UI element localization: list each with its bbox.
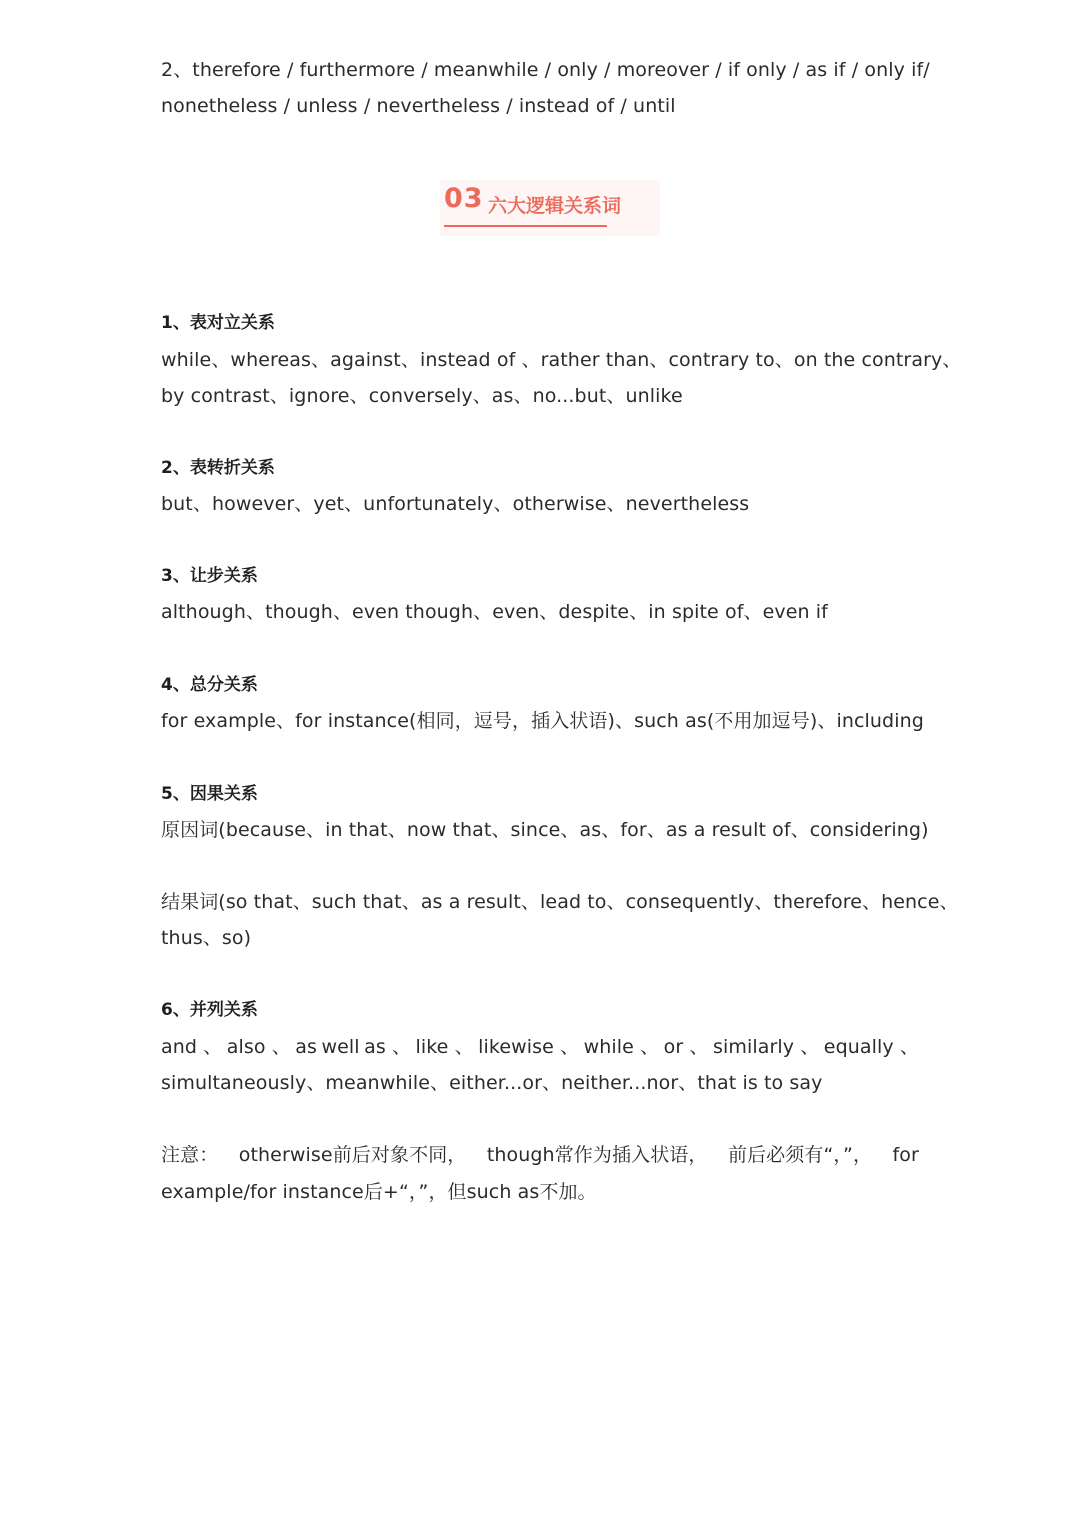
- group-contrast-line-2: by contrast、ignore、conversely、as、no...but、unlike: [161, 385, 683, 407]
- word: well: [321, 1036, 360, 1058]
- intro-line-1: 2、therefore / furthermore / meanwhile / only / moreover / if only / as if / only if/: [161, 59, 930, 81]
- intro-line-2: nonetheless / unless / nevertheless / instead of / until: [161, 95, 676, 117]
- group-heading-cause-effect: 5、因果关系: [161, 784, 258, 804]
- word: also 、: [226, 1036, 291, 1058]
- word: likewise 、: [478, 1036, 580, 1058]
- section-underline: [444, 225, 607, 227]
- group-parallel-line-1: [161, 1033, 919, 1061]
- word: like 、: [415, 1036, 474, 1058]
- note-segment: otherwise前后对象不同，: [238, 1144, 467, 1166]
- group-heading-parallel: 6、并列关系: [161, 1000, 258, 1020]
- word: and 、: [161, 1036, 223, 1058]
- group-heading-contrast: 1、表对立关系: [161, 313, 275, 333]
- group-general-specific-line-1: for example、for instance(相同，逗号，插入状语)、such as(不用加逗号)、including: [161, 710, 924, 732]
- group-heading-concession: 3、让步关系: [161, 566, 258, 586]
- group-heading-general-specific: 4、总分关系: [161, 675, 258, 695]
- note-line-1: [161, 1141, 919, 1169]
- note-segment: though常作为插入状语，: [486, 1144, 708, 1166]
- note-segment: 前后必须有“，”，: [727, 1144, 873, 1166]
- group-parallel-line-2: simultaneously、meanwhile、either...or、neither...nor、that is to say: [161, 1072, 823, 1094]
- group-concession-line-1: although、though、even though、even、despite、in spite of、even if: [161, 601, 828, 623]
- group-heading-transition: 2、表转折关系: [161, 458, 275, 478]
- group-effect-line-2: thus、so): [161, 927, 252, 949]
- section-title: 六大逻辑关系词: [488, 195, 622, 217]
- group-effect-line-1: 结果词(so that、such that、as a result、lead to、consequently、therefore、hence、: [161, 891, 959, 913]
- group-cause-line: 原因词(because、in that、now that、since、as、for、as a result of、considering): [161, 819, 929, 841]
- group-transition-line-1: but、however、yet、unfortunately、otherwise、nevertheless: [161, 493, 750, 515]
- group-contrast-line-1: while、whereas、against、instead of 、rather than、contrary to、on the contrary、: [161, 349, 962, 371]
- word: or 、: [663, 1036, 709, 1058]
- note-segment: 注意：: [161, 1144, 219, 1166]
- note-line-2: example/for instance后+“，”，但such as不加。: [161, 1181, 597, 1203]
- note-segment: for: [892, 1144, 919, 1166]
- word: as: [295, 1036, 318, 1058]
- word: similarly 、: [712, 1036, 820, 1058]
- section-number: 03: [444, 183, 484, 214]
- word: equally 、: [823, 1036, 919, 1058]
- word: while 、: [583, 1036, 660, 1058]
- word: as 、: [364, 1036, 412, 1058]
